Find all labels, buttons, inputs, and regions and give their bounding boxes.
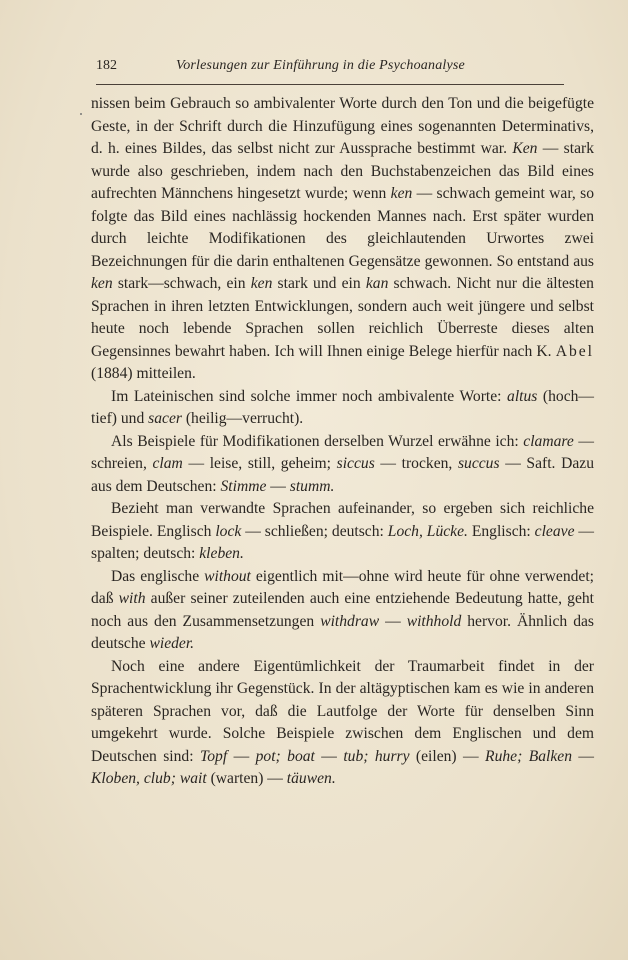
text-run: stark—schwach, ein: [112, 275, 251, 292]
text-run: — spalten; deutsch:: [91, 522, 595, 562]
text-run: — schwach gemeint war, so folgte das Bild eines nachlässig hockenden Mannes nach. Erst später wurden durch leichte Modifikationen des gleichlautenden Urwortes zwei Bezeichnungen für die darin enthaltenen Gegensätze gewonnen. So entstand aus: [91, 185, 594, 270]
italic-term: Stimme: [220, 477, 267, 495]
text-run: — leise, still, geheim;: [182, 455, 337, 472]
text-run: —: [227, 747, 256, 765]
italic-term: without: [204, 567, 251, 585]
text-run: Bezieht man verwandte Sprachen aufeinander, so ergeben sich reichliche Beispiele. Englisch: [91, 500, 594, 540]
text-run: Noch eine andere Eigentümlichkeit der Traumarbeit findet in der Sprachentwicklung ihr Gegenstück. In der altägyptischen kam es wie in anderen späteren Sprachen vor, daß die Lautfolge der Worte für denselben Sinn umgekehrt wurde. Solche Beispiele zwischen dem Englischen und dem Deutschen sind:: [91, 657, 594, 765]
italic-term: Topf: [199, 747, 228, 765]
paragraph-p5: [91, 566, 594, 656]
paragraph-p4: [91, 498, 594, 566]
text-run: eigentlich mit—ohne wird heute für ohne verwendet; daß: [91, 567, 595, 607]
italic-term: wieder.: [149, 635, 195, 652]
paragraph-p3: [91, 431, 594, 499]
text-run: nissen beim Gebrauch so ambivalenter Worte durch den Ton und die beigefügte Geste, in der Schrift durch die Hinzufügung eines sogenannten Determinativs, d. h. eines Bildes, das selbst nicht zur Aussprache bestimmt war.: [91, 95, 594, 157]
text-run: —: [572, 747, 595, 765]
text-run: Das englische: [111, 567, 205, 585]
italic-term: club;: [143, 770, 176, 787]
italic-term: ken: [250, 275, 273, 292]
italic-term: boat: [287, 747, 315, 765]
page-number: 182: [96, 58, 117, 73]
text-run: (1884) mitteilen.: [91, 365, 196, 382]
italic-term: ken: [390, 185, 413, 202]
text-run: Als Beispiele für Modifikationen derselben Wurzel erwähne ich:: [111, 432, 524, 450]
text-run: stark und ein: [272, 275, 366, 292]
text-run: (hoch—tief) und: [91, 387, 595, 427]
italic-term: Kloben,: [91, 770, 140, 787]
text-run: (eilen) —: [409, 747, 486, 765]
spaced-name: Abel: [555, 342, 594, 360]
italic-term: siccus: [336, 455, 375, 472]
italic-term: altus: [507, 387, 538, 405]
italic-term: sacer: [148, 410, 182, 427]
text-run: — schließen; deutsch:: [241, 522, 388, 540]
text-run: (warten) —: [206, 770, 287, 787]
text-run: hervor. Ähnlich das deutsche: [91, 612, 594, 652]
italic-term: clam: [152, 455, 183, 472]
text-run: —: [379, 612, 407, 630]
text-run: Englisch:: [467, 522, 535, 540]
text-run: —: [314, 747, 344, 765]
italic-term: Balken: [528, 747, 572, 765]
text-run: — schreien,: [91, 432, 594, 472]
italic-term: tub;: [343, 747, 369, 765]
text-run: außer seiner zuteilenden auch eine entziehende Bedeutung hatte, geht noch aus den Zusammensetzungen: [91, 590, 594, 630]
paragraph-p1: [91, 93, 594, 386]
italic-term: withdraw: [320, 612, 380, 630]
text-run: Im Lateinischen sind solche immer noch ambivalente Worte:: [111, 387, 508, 405]
italic-term: wait: [179, 770, 207, 787]
italic-term: Ruhe;: [485, 747, 523, 765]
paragraph-p2: [91, 386, 594, 431]
paragraph-p6: [91, 656, 594, 791]
page-header: [96, 58, 564, 85]
italic-term: pot;: [255, 747, 281, 765]
margin-dot: [80, 113, 82, 115]
italic-term: ken: [91, 275, 113, 292]
text-run: —: [266, 477, 290, 495]
body-text: [91, 93, 594, 791]
italic-term: Ken: [512, 140, 538, 157]
text-run: — stark wurde also geschrieben, indem nach den Buchstabenzeichen das Bild eines aufrechten Männchens hingesetzt wurde; wenn: [91, 140, 594, 202]
italic-term: lock: [215, 522, 242, 540]
italic-term: kleben.: [199, 545, 244, 562]
italic-term: succus: [457, 455, 500, 472]
italic-term: clamare: [523, 432, 574, 450]
italic-term: stumm.: [289, 477, 335, 495]
text-run: — trocken,: [374, 455, 458, 472]
italic-term: kan: [365, 275, 389, 292]
text-run: schwach. Nicht nur die ältesten Sprachen in ihren letzten Entwicklungen, sondern auch weit jüngere und selbst heute noch lebende Sprachen sollen reichlich Überreste dieses alten Gegensinnes bewahrt haben. Ich will Ihnen einige Belege hierfür nach K.: [91, 275, 594, 360]
italic-term: täuwen.: [286, 770, 336, 787]
italic-term: hurry: [374, 747, 410, 765]
italic-term: withhold: [406, 612, 462, 630]
italic-term: with: [118, 590, 146, 607]
running-title: Vorlesungen zur Einführung in die Psychoanalyse: [176, 58, 465, 73]
italic-term: Loch, Lücke.: [387, 522, 468, 540]
text-run: (heilig—verrucht).: [181, 410, 304, 427]
italic-term: cleave: [534, 522, 575, 540]
text-run: — Saft. Dazu aus dem Deutschen:: [91, 455, 595, 495]
